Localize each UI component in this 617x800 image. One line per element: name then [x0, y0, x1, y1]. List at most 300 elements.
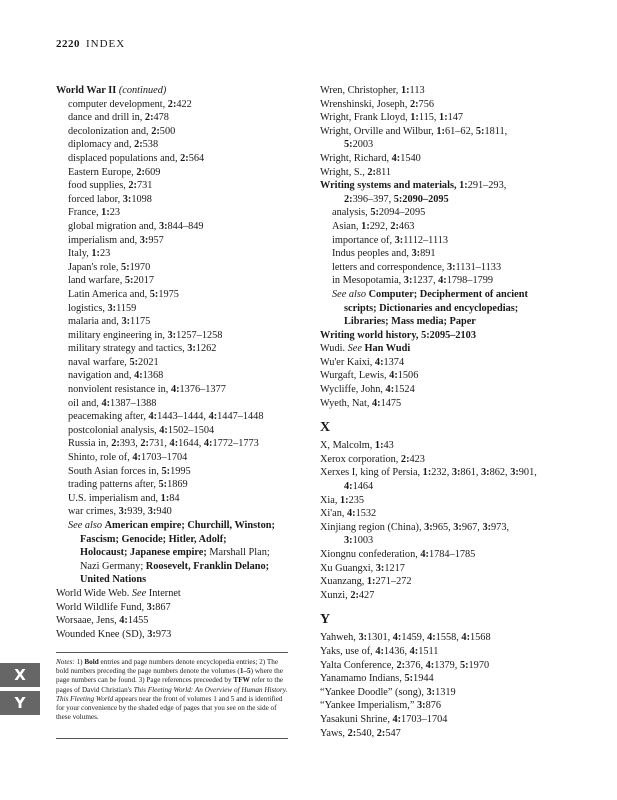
index-entry: [320, 466, 582, 480]
text-run: 3:: [147, 628, 156, 640]
index-entry: [320, 645, 582, 659]
index-subentry: [56, 369, 294, 383]
index-entry: [320, 383, 582, 397]
index-subentry: [56, 342, 294, 356]
text-run: Wren, Christopher,: [320, 85, 401, 96]
text-run: 84: [169, 492, 180, 504]
index-entry: [56, 601, 294, 615]
text-run: 23: [109, 207, 121, 219]
index-subentry: [320, 247, 582, 261]
text-run: This Fleeting World: An Overview of Human History.: [133, 685, 288, 694]
text-run: 4:: [347, 508, 356, 520]
text-run: 1475: [380, 397, 402, 409]
text-run: 2:: [128, 180, 137, 192]
index-entry: [320, 329, 582, 343]
text-run: 3:: [139, 234, 149, 246]
text-run: 939,: [127, 506, 148, 518]
text-run: 4:: [391, 152, 401, 164]
text-run: 5:2090–2095: [393, 193, 449, 205]
text-run: Yalta Conference,: [320, 659, 397, 671]
text-run: 2:: [367, 166, 376, 178]
text-run: 1970: [468, 659, 490, 671]
text-run: Libraries; Mass media; Paper: [344, 316, 476, 328]
text-run: 291–293,: [467, 180, 507, 192]
text-run: military strategy and tactics,: [68, 343, 188, 355]
text-run: 1995: [170, 465, 191, 477]
text-run: “Yankee Doodle” (song),: [320, 686, 427, 698]
text-run: 423: [409, 453, 425, 465]
notes-box: [56, 652, 288, 722]
index-entry: [320, 84, 582, 98]
text-run: United Nations: [80, 574, 147, 586]
text-run: Wright, Orville and Wilbur,: [320, 125, 437, 137]
text-run: displaced populations and,: [68, 152, 181, 164]
text-run: 1–5: [239, 667, 251, 676]
index-subentry: [56, 288, 294, 302]
text-run: 1970: [129, 261, 151, 273]
text-run: World War II: [56, 85, 119, 96]
text-run: malaria and,: [68, 316, 122, 328]
text-run: Internet: [148, 587, 181, 599]
text-run: Yasakuni Shrine,: [320, 713, 393, 725]
index-entry: [320, 699, 582, 713]
text-run: 3:: [146, 601, 156, 613]
text-run: diplomacy and,: [68, 139, 135, 151]
text-run: 3:: [426, 686, 436, 698]
text-run: Eastern Europe,: [68, 166, 137, 178]
text-run: 1558,: [435, 632, 462, 644]
index-entry: [320, 521, 582, 535]
text-run: 538: [142, 139, 159, 151]
index-subentry: [56, 220, 294, 234]
thumb-tab-y[interactable]: Y: [0, 691, 40, 715]
text-run: land warfare,: [68, 275, 125, 287]
index-subentry: [320, 234, 582, 248]
text-run: Latin America and,: [68, 288, 150, 300]
index-subentry: [56, 451, 294, 465]
text-run: 232,: [431, 467, 452, 479]
text-run: 427: [358, 589, 375, 601]
thumb-tab-x[interactable]: X: [0, 663, 40, 687]
text-run: 2:: [167, 98, 177, 110]
index-entry: [320, 453, 582, 467]
text-run: Notes:: [56, 658, 77, 666]
text-run: 1098: [131, 193, 152, 205]
index-subentry: [56, 206, 294, 220]
text-run: 1:: [422, 467, 432, 479]
text-run: 463: [398, 220, 415, 232]
text-run: trading patterns after,: [68, 479, 159, 491]
text-run: 5:: [129, 356, 139, 368]
text-run: 967,: [461, 521, 483, 533]
index-entry: [56, 614, 294, 628]
text-run: 2021: [138, 356, 159, 368]
index-continuation: [56, 533, 294, 547]
text-run: Yahweh,: [320, 632, 359, 644]
text-run: 1644,: [178, 438, 204, 450]
text-run: 2017: [133, 275, 155, 287]
text-run: Bold: [84, 658, 99, 666]
text-run: 609: [144, 166, 161, 178]
index-entry: [320, 507, 582, 521]
text-run: 1): [76, 658, 85, 666]
text-run: 2:: [180, 152, 189, 164]
index-entry: [320, 686, 582, 700]
text-run: 2:: [400, 453, 410, 465]
text-run: 2:: [376, 727, 386, 739]
text-run: 3:: [481, 467, 490, 479]
index-continuation: [320, 480, 582, 494]
text-run: Worsaae, Jens,: [56, 615, 120, 627]
text-run: Xi'an,: [320, 508, 348, 520]
index-subentry: [56, 234, 294, 248]
text-run: 1459,: [401, 632, 428, 644]
text-run: 540,: [356, 727, 377, 739]
text-run: Wyeth, Nat,: [320, 397, 372, 409]
text-run: TFW: [233, 676, 250, 685]
page-number: 2220: [56, 38, 80, 50]
text-run: 5:: [124, 275, 134, 287]
index-subentry: [56, 356, 294, 370]
text-run: Wounded Knee (SD),: [56, 628, 148, 640]
text-run: peacemaking after,: [68, 411, 149, 423]
text-run: 1237,: [412, 275, 439, 287]
index-continuation: [320, 315, 582, 329]
text-run: 1524: [394, 384, 415, 396]
text-run: 4:: [134, 370, 143, 382]
text-run: 4:: [101, 397, 111, 409]
index-subentry: [56, 111, 294, 125]
index-subentry: [56, 179, 294, 193]
text-run: 3:: [158, 220, 168, 232]
notes-bottom-rule: [56, 738, 288, 739]
text-run: 3:: [424, 521, 433, 533]
text-run: 4:: [461, 632, 470, 644]
text-run: 4:: [203, 438, 213, 450]
text-run: dance and drill in,: [68, 112, 145, 124]
text-run: refer to the pages of David Christian's: [56, 676, 284, 694]
text-run: Yanamamo Indians,: [320, 673, 405, 685]
index-subentry: [56, 302, 294, 316]
text-run: 23: [99, 248, 111, 260]
text-run: 2:: [136, 166, 145, 178]
text-run: 5:: [404, 673, 414, 685]
text-run: 3:: [107, 302, 117, 314]
text-run: 5:: [161, 465, 171, 477]
text-run: 422: [176, 98, 192, 110]
text-run: 2094–2095: [378, 207, 426, 219]
text-run: war crimes,: [68, 506, 119, 518]
text-run: 4:: [208, 411, 218, 423]
text-run: entries and page numbers denote encyclopedia entries; 2) The bold numbers preceding the page numbers denote the volumes (: [56, 658, 279, 676]
text-run: 43: [383, 440, 394, 452]
text-run: Italy,: [68, 248, 92, 260]
text-run: 1:: [410, 112, 419, 124]
text-run: Xunzi,: [320, 589, 351, 601]
index-subentry: [56, 138, 294, 152]
text-run: Xia,: [320, 494, 341, 506]
text-run: 4:: [148, 411, 158, 423]
text-run: 5:: [459, 659, 469, 671]
alphabet-thumb-tabs: [0, 663, 40, 719]
text-run: Shinto, role of,: [68, 452, 133, 464]
text-run: 1003: [352, 535, 374, 547]
text-run: 3:: [147, 506, 157, 518]
index-subentry: [56, 410, 294, 424]
text-run: 1301,: [367, 632, 393, 644]
text-run: 1798–1799: [446, 275, 494, 287]
text-run: Marshall Plan;: [206, 547, 270, 559]
text-run: 4:: [132, 452, 141, 464]
index-entry: [320, 342, 582, 356]
text-run: 1464: [352, 481, 374, 493]
text-run: 3:: [482, 521, 492, 533]
text-run: postcolonial analysis,: [68, 424, 160, 436]
text-run: forced labor,: [68, 193, 123, 205]
index-continuation: [320, 302, 582, 316]
index-entry: [320, 152, 582, 166]
text-run: 1368: [142, 370, 164, 382]
text-run: 115,: [418, 112, 440, 124]
text-run: 1:: [459, 180, 468, 192]
text-run: 113: [409, 85, 425, 96]
text-run: 1:: [366, 576, 376, 588]
text-run: Fascism; Genocide; Hitler, Adolf;: [80, 533, 227, 545]
text-run: navigation and,: [68, 370, 135, 382]
text-run: 973,: [491, 521, 510, 533]
text-run: 61–62,: [444, 125, 476, 137]
text-run: France,: [68, 207, 102, 219]
text-run: See also: [332, 288, 369, 300]
index-subentry: [56, 315, 294, 329]
index-continuation: [56, 560, 294, 574]
text-run: nonviolent resistance in,: [68, 384, 171, 396]
text-run: (continued): [118, 85, 167, 96]
text-run: 3:: [451, 467, 461, 479]
text-run: 2003: [352, 139, 374, 151]
text-run: 1703–1704: [401, 713, 448, 725]
text-run: American empire; Churchill, Winston;: [104, 520, 275, 531]
index-subentry: [56, 437, 294, 451]
text-run: 292,: [369, 220, 391, 232]
text-run: 376,: [405, 659, 426, 671]
text-run: 2:: [409, 98, 419, 110]
text-run: “Yankee Imperialism,”: [320, 700, 418, 712]
text-run: 3:: [411, 248, 421, 260]
index-subentry: [56, 98, 294, 112]
text-run: Wudi.: [320, 343, 348, 355]
text-run: 1784–1785: [428, 549, 476, 560]
text-run: Wycliffe, John,: [320, 384, 386, 396]
index-subentry: [56, 166, 294, 180]
text-run: Wright, Frank Lloyd,: [320, 112, 411, 124]
text-run: See: [131, 587, 149, 599]
index-entry: [320, 369, 582, 383]
index-entry: [320, 672, 582, 686]
text-run: 3:: [122, 193, 132, 205]
index-continuation: [320, 193, 582, 207]
text-run: naval warfare,: [68, 356, 130, 368]
text-run: 1506: [397, 370, 419, 382]
text-run: South Asian forces in,: [68, 465, 162, 477]
index-subentry: [56, 125, 294, 139]
text-run: World Wide Web.: [56, 587, 132, 599]
text-run: 1:: [361, 220, 370, 232]
text-run: 1:: [160, 492, 170, 504]
text-run: 1568: [470, 632, 491, 644]
index-subentry: [56, 505, 294, 519]
index-subentry: [320, 288, 582, 302]
index-entry: [320, 439, 582, 453]
text-run: Wurgaft, Lewis,: [320, 370, 390, 382]
text-run: Asian,: [332, 220, 362, 232]
text-run: Xuanzang,: [320, 576, 367, 588]
text-run: 1772–1773: [212, 438, 259, 450]
text-run: 861,: [460, 467, 482, 479]
text-run: 4:: [427, 632, 436, 644]
text-run: decolonization and,: [68, 125, 152, 137]
text-run: 4:: [374, 356, 384, 368]
index-column-right: [320, 84, 582, 740]
text-run: 4:: [438, 275, 447, 287]
text-run: 3:: [453, 521, 462, 533]
text-run: 5:: [344, 139, 353, 151]
text-run: 235: [348, 494, 365, 506]
text-run: 901,: [518, 467, 537, 479]
text-run: 957: [148, 234, 164, 246]
text-run: 1257–1258: [176, 329, 223, 341]
index-subentry: [56, 193, 294, 207]
index-subentry: [56, 383, 294, 397]
text-run: analysis,: [332, 207, 371, 219]
index-subentry: [56, 274, 294, 288]
text-run: 940: [156, 506, 172, 518]
text-run: Xerxes I, king of Persia,: [320, 467, 423, 479]
index-continuation: [56, 573, 294, 587]
text-run: 3:: [358, 632, 368, 644]
text-run: 5:: [370, 207, 379, 219]
text-run: 1319: [435, 686, 456, 698]
index-subentry: [56, 492, 294, 506]
text-run: imperialism and,: [68, 234, 140, 246]
text-run: Wu'er Kaixi,: [320, 356, 375, 368]
text-run: 4:: [389, 370, 398, 382]
text-run: 731: [136, 180, 153, 192]
text-run: 1:: [400, 85, 410, 96]
text-run: 5:: [149, 288, 159, 300]
text-run: 1511: [418, 645, 439, 657]
text-run: 1379,: [434, 659, 460, 671]
text-run: 2:: [144, 112, 154, 124]
text-run: 271–272: [375, 576, 412, 588]
section-letter: Y: [320, 612, 331, 628]
text-run: Han Wudi: [364, 343, 411, 355]
index-entry: [320, 727, 582, 741]
text-run: Nazi Germany;: [80, 560, 146, 572]
index-continuation: [320, 138, 582, 152]
index-subentry: [56, 397, 294, 411]
text-run: 862,: [489, 467, 511, 479]
text-run: 147: [447, 112, 464, 124]
text-run: 1:: [91, 248, 100, 260]
text-run: 891: [420, 248, 436, 260]
index-entry: [320, 397, 582, 411]
text-run: 4:: [159, 424, 168, 436]
text-run: importance of,: [332, 234, 395, 246]
text-run: X, Malcolm,: [320, 440, 375, 452]
index-entry: [56, 587, 294, 601]
text-run: 478: [153, 112, 169, 124]
text-run: 564: [188, 152, 205, 164]
text-run: 3:: [187, 343, 196, 355]
text-run: 4:: [119, 615, 128, 627]
text-run: 5:: [121, 261, 130, 273]
running-header: [56, 38, 125, 50]
text-run: 731,: [148, 438, 170, 450]
text-run: 3:: [118, 506, 128, 518]
text-run: 5:: [158, 479, 168, 491]
text-run: Yaws,: [320, 727, 348, 739]
index-subentry: [320, 206, 582, 220]
index-entry: [320, 166, 582, 180]
section-letter: X: [320, 420, 331, 436]
index-entry: [320, 494, 582, 508]
text-run: 3:: [417, 700, 426, 712]
index-entry: [320, 713, 582, 727]
text-run: 1374: [383, 356, 405, 368]
text-run: 1:: [439, 112, 448, 124]
index-subentry: [56, 329, 294, 343]
text-run: 3:: [403, 275, 413, 287]
text-run: 4:: [169, 438, 179, 450]
index-subentry: [56, 465, 294, 479]
index-entry: [56, 628, 294, 642]
text-run: 2:: [140, 438, 149, 450]
text-run: Writing world history, 5:2095–2103: [320, 329, 476, 341]
text-run: 4:: [409, 645, 419, 657]
text-run: 1175: [130, 316, 151, 328]
text-run: ) where the page numbers can be found. 3) Page references preceeded by: [56, 667, 283, 685]
text-run: 2:: [344, 193, 353, 205]
text-run: 2:: [390, 220, 399, 232]
text-run: Yaks, use of,: [320, 645, 376, 657]
index-entry: [56, 84, 294, 98]
text-run: See also: [68, 520, 105, 531]
index-subentry: [56, 152, 294, 166]
index-entry: [320, 631, 582, 645]
index-column-left: [56, 84, 294, 641]
text-run: 867: [155, 601, 171, 613]
text-run: Xerox corporation,: [320, 453, 401, 465]
text-run: 2:: [347, 727, 357, 739]
index-entry: [320, 575, 582, 589]
text-run: oil and,: [68, 397, 102, 409]
text-run: 1131–1133: [455, 261, 502, 273]
text-run: 393,: [119, 438, 141, 450]
text-run: 1447–1448: [217, 411, 264, 423]
index-entry: [320, 589, 582, 603]
running-title: INDEX: [86, 38, 126, 50]
text-run: Xiongnu confederation,: [320, 549, 421, 560]
text-run: 2:: [350, 589, 359, 601]
text-run: 5:: [475, 125, 485, 137]
text-run: Xu Guangxi,: [320, 562, 376, 574]
index-subentry: [56, 424, 294, 438]
text-run: 1:: [436, 125, 445, 137]
text-run: 1455: [127, 615, 149, 627]
index-entry: [320, 111, 582, 125]
text-run: 1217: [384, 562, 405, 574]
